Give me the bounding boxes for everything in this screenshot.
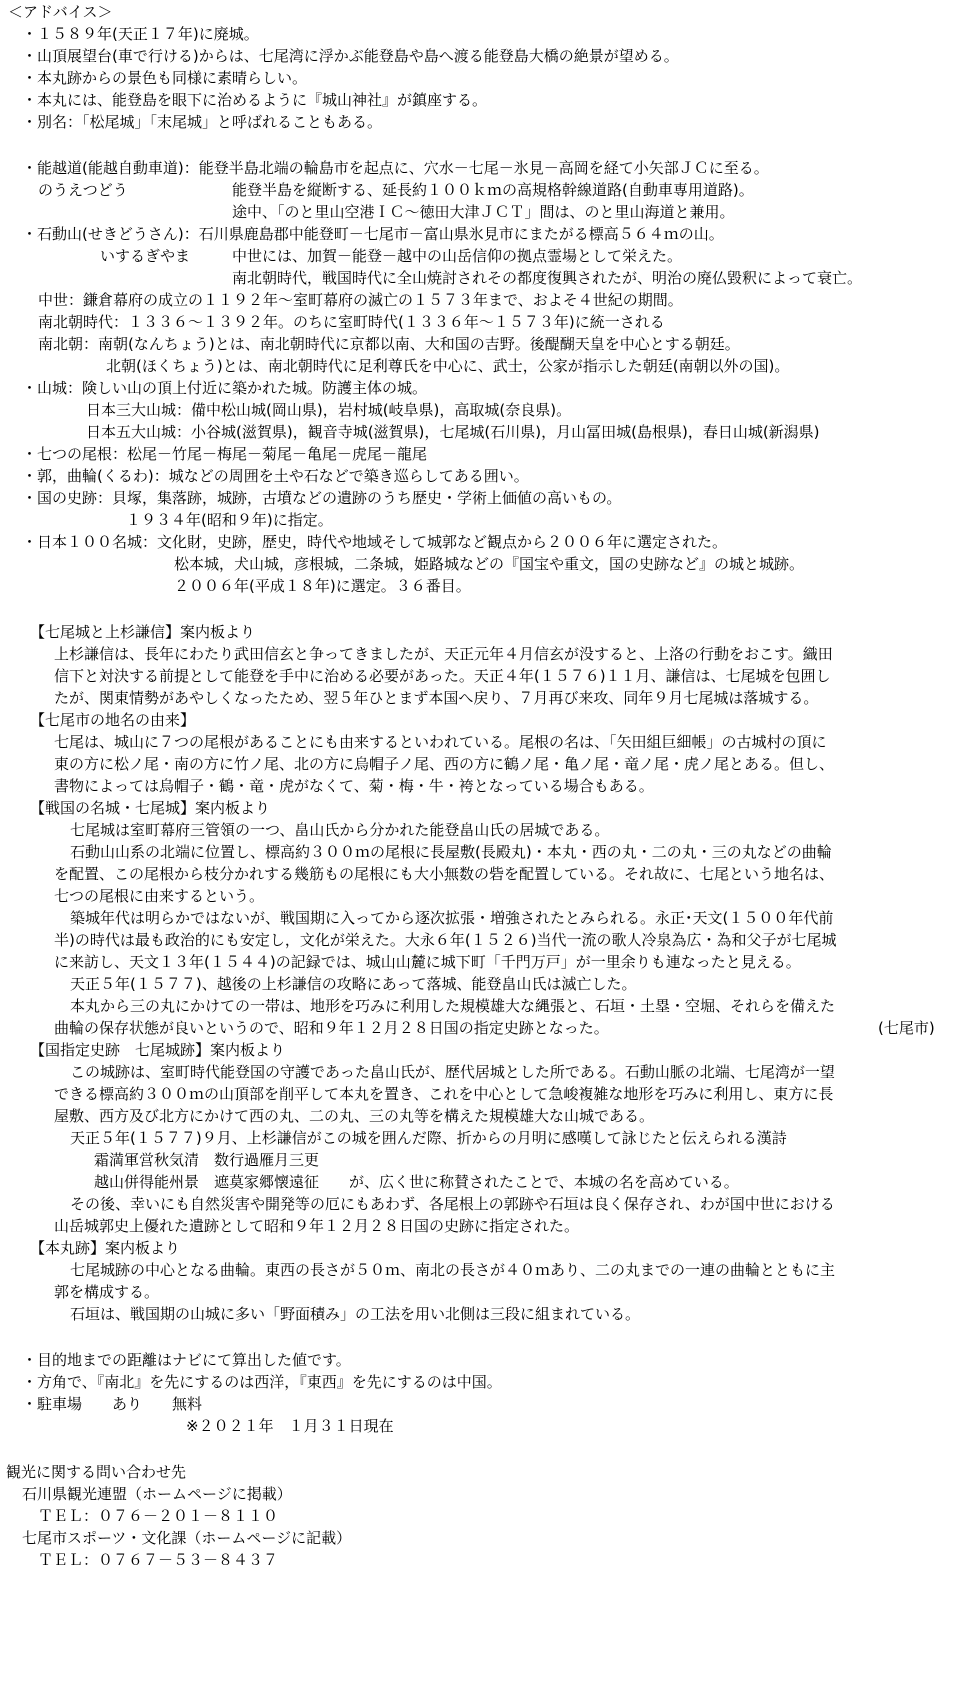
section-text: 七つの尾根に由来するという。 xyxy=(54,887,265,905)
section-title: 【七尾市の地名の由来】 xyxy=(30,711,196,729)
section-text: に来訪し、天文１３年(１５４４)の記録では、城山山麓に城下町「千門万戸」が一里余りも連なったと見える。 xyxy=(54,953,801,971)
section-text: 本丸から三の丸にかけての一帯は、地形を巧みに利用した規模雄大な縄張と、石垣・土塁・空堀、それらを備えた xyxy=(70,997,836,1015)
advice-item: ・本丸には、能登島を眼下に治めるように『城山神社』が鎮座する。 xyxy=(22,91,488,109)
glossary-item: 日本五大山城：小谷城(滋賀県)，観音寺城(滋賀県)，七尾城(石川県)，月山冨田城(島根県)，春日山城(新潟県) xyxy=(86,423,820,441)
glossary-item: ・日本１００名城：文化財，史跡，歴史，時代や地域そして城郭など観点から２００６年に選定された。 xyxy=(22,533,728,551)
contact-heading: 観光に関する問い合わせ先 xyxy=(6,1463,187,1481)
advice-item: ・別名：「松尾城」「末尾城」と呼ばれることもある。 xyxy=(22,113,383,131)
section-text: を配置、この尾根から枝分かれする幾筋もの尾根にも大小無数の砦を配置している。それ故に、七尾という地名は、 xyxy=(54,865,835,883)
glossary-item: １９３４年(昭和９年)に指定。 xyxy=(126,511,333,529)
section-text: 七尾城跡の中心となる曲輪。東西の長さが５０ｍ、南北の長さが４０ｍあり、二の丸までの一連の曲輪とともに主 xyxy=(70,1261,836,1279)
section-text: 東の方に松ノ尾・南の方に竹ノ尾、北の方に烏帽子ノ尾、西の方に鶴ノ尾・亀ノ尾・竜ノ尾・虎ノ尾とある。但し、 xyxy=(54,755,835,773)
glossary-reading: いするぎやま xyxy=(100,247,191,265)
section-text: この城跡は、室町時代能登国の守護であった畠山氏が、歴代居城とした所である。石動山脈の北端、七尾湾が一望 xyxy=(70,1063,835,1081)
contact-org: 石川県観光連盟（ホームページに掲載） xyxy=(22,1485,292,1503)
glossary-reading: のうえつどう xyxy=(38,181,128,199)
advice-item: ・山頂展望台(車で行ける)からは、七尾湾に浮かぶ能登島や島へ渡る能登島大橋の絶景が望める。 xyxy=(22,47,679,65)
section-text: 石動山山系の北端に位置し、標高約３００ｍの尾根に長屋敷(長殿丸)・本丸・西の丸・二の丸・三の丸などの曲輪 xyxy=(70,843,832,861)
section-text: 築城年代は明らかではないが、戦国期に入ってから逐次拡張・増強されたとみられる。永正･天文(１５００年代前 xyxy=(70,909,834,927)
glossary-item: 松本城，犬山城，彦根城，二条城，姫路城などの『国宝や重文，国の史跡など』の城と城跡。 xyxy=(174,555,805,573)
section-text: 信下と対決する前提として能登を手中に治める必要があった。天正４年(１５７６)１１月、謙信は、七尾城を包囲し xyxy=(54,667,831,685)
note-item: ・方角で、『南北』を先にするのは西洋，『東西』を先にするのは中国。 xyxy=(22,1373,502,1391)
glossary-item: ・石動山(せきどうさん)：石川県鹿島郡中能登町－七尾市－富山県氷見市にまたがる標高５６４ｍの山。 xyxy=(22,225,724,243)
advice-header: ＜アドバイス＞ xyxy=(8,3,113,21)
glossary-item: 中世：鎌倉幕府の成立の１１９２年～室町幕府の滅亡の１５７３年まで、およそ４世紀の期間。 xyxy=(38,291,683,309)
poem-line: 霜満軍営秋気清 数行過雁月三更 xyxy=(94,1151,320,1169)
glossary-item: ・国の史跡：貝塚，集落跡，城跡，古墳などの遺跡のうち歴史・学術上価値の高いもの。 xyxy=(22,489,622,507)
section-text: 書物によっては烏帽子・鶴・竜・虎がなくて、菊・梅・牛・袴となっている場合もある。 xyxy=(54,777,654,795)
section-text: 石垣は、戦国期の山城に多い「野面積み」の工法を用い北側は三段に組まれている。 xyxy=(70,1305,641,1323)
section-title: 【七尾城と上杉謙信】案内板より xyxy=(30,623,256,641)
advice-item: ・１５８９年(天正１７年)に廃城。 xyxy=(22,25,259,43)
section-text: 上杉謙信は、長年にわたり武田信玄と争ってきましたが、天正元年４月信玄が没すると、上洛の行動をおこす。織田 xyxy=(54,645,833,663)
section-text: 屋敷、西方及び北方にかけて西の丸、二の丸、三の丸等を構えた規模雄大な山城である。 xyxy=(54,1107,655,1125)
note-item: ・目的地までの距離はナビにて算出した値です。 xyxy=(22,1351,351,1369)
contact-org: 七尾市スポーツ・文化課（ホームページに記載） xyxy=(22,1529,352,1547)
glossary-item: ・郭，曲輪(くるわ)：城などの周囲を土や石などで築き巡らしてある囲い。 xyxy=(22,467,529,485)
section-title: 【戦国の名城・七尾城】案内板より xyxy=(30,799,271,817)
section-text: たが、関東情勢があやしくなったため、翌５年ひとまず本国へ戻り、７月再び来攻、同年９月七尾城は落城する。 xyxy=(54,689,819,707)
section-text: 半)の時代は最も政治的にも安定し，文化が栄えた。大永６年(１５２６)当代一流の歌人冷泉為広・為和父子が七尾城 xyxy=(54,931,837,949)
section-text: 山岳城郭史上優れた遺跡として昭和９年１２月２８日国の史跡に指定された。 xyxy=(54,1217,580,1235)
glossary-item: 日本三大山城：備中松山城(岡山県)，岩村城(岐阜県)，高取城(奈良県)。 xyxy=(86,401,572,419)
section-text: その後、幸いにも自然災害や開発等の厄にもあわず、各尾根上の郭跡や石垣は良く保存され、わが国中世における xyxy=(70,1195,835,1213)
glossary-item: 途中、「のと里山空港ＩＣ～徳田大津ＪＣＴ」間は、のと里山海道と兼用。 xyxy=(232,203,735,221)
glossary-item: 中世には、加賀－能登－越中の山岳信仰の拠点霊場として栄えた。 xyxy=(232,247,683,265)
section-text: 郭を構成する。 xyxy=(54,1283,160,1301)
glossary-item: 能登半島を縦断する、延長約１００ｋｍの高規格幹線道路(自動車専用道路)。 xyxy=(232,181,754,199)
section-text: 七尾は、城山に７つの尾根があることにも由来するといわれている。尾根の名は、「矢田組巨細帳」の古城村の頂に xyxy=(54,733,827,751)
note-item: ・駐車場 あり 無料 xyxy=(22,1395,203,1413)
section-text: 天正５年(１５７７)、越後の上杉謙信の攻略にあって落城、能登畠山氏は滅亡した。 xyxy=(70,975,637,993)
section-text: 曲輪の保存状態が良いというので、昭和９年１２月２８日国の指定史跡となった。 xyxy=(54,1019,609,1037)
section-text: できる標高約３００ｍの山頂部を削平して本丸を置き、これを中心として急峻複雑な地形を巧みに利用し、東方に長 xyxy=(54,1085,834,1103)
section-text: 七尾城は室町幕府三管領の一つ、畠山氏から分かれた能登畠山氏の居城である。 xyxy=(70,821,610,839)
contact-tel: ＴＥＬ：０７６７－５３－８４３７ xyxy=(38,1551,279,1569)
glossary-item: ・山城：険しい山の頂上付近に築かれた城。防護主体の城。 xyxy=(22,379,428,397)
section-title: 【本丸跡】案内板より xyxy=(30,1239,181,1257)
section-credit: (七尾市) xyxy=(878,1019,935,1037)
glossary-item: 南北朝時代：１３３６～１３９２年。のちに室町時代(１３３６年～１５７３年)に統一される xyxy=(38,313,665,331)
section-title: 【国指定史跡 七尾城跡】案内板より xyxy=(30,1041,286,1059)
glossary-item: 南北朝時代，戦国時代に全山焼討されその都度復興されたが、明治の廃仏毀釈によって衰亡。 xyxy=(232,269,863,287)
section-text: 天正５年(１５７７)９月、上杉謙信がこの城を囲んだ際、折からの月明に感嘆して詠じたと伝えられる漢詩 xyxy=(70,1129,787,1147)
advice-item: ・本丸跡からの景色も同様に素晴らしい。 xyxy=(22,69,308,87)
glossary-item: ・能越道(能越自動車道)：能登半島北端の輪島市を起点に、穴水－七尾－氷見－高岡を経て小矢部ＪＣに至る。 xyxy=(22,159,769,177)
glossary-item: 北朝(ほくちょう)とは、南北朝時代に足利尊氏を中心に、武士，公家が指示した朝廷(南朝以外の国)。 xyxy=(106,357,790,375)
glossary-item: 南北朝：南朝(なんちょう)とは、南北朝時代に京都以南、大和国の吉野。後醍醐天皇を中心とする朝廷。 xyxy=(38,335,740,353)
glossary-item: ・七つの尾根：松尾－竹尾－梅尾－菊尾－亀尾－虎尾－龍尾 xyxy=(22,445,428,463)
contact-tel: ＴＥＬ：０７６－２０１－８１１０ xyxy=(38,1507,279,1525)
glossary-item: ２００６年(平成１８年)に選定。３６番目。 xyxy=(174,577,471,595)
note-date: ※２０２１年 １月３１日現在 xyxy=(186,1417,394,1435)
poem-line: 越山併得能州景 遮莫家郷懐遠征 が、広く世に称賛されたことで、本城の名を高めている。 xyxy=(94,1173,739,1191)
